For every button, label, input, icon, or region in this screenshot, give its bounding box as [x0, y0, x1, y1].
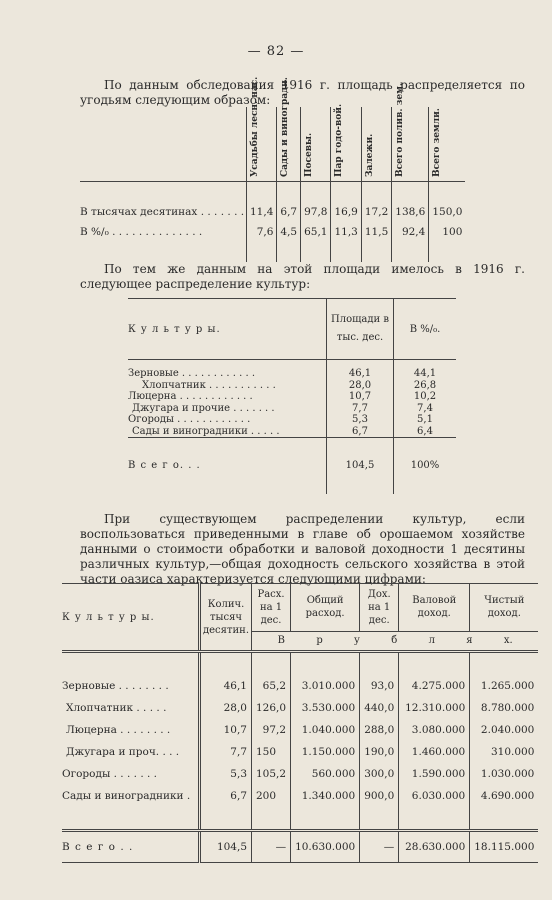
table3-spacer-cell — [252, 652, 291, 676]
table-row — [128, 414, 456, 426]
table3-cell: 1.030.000 — [470, 763, 539, 785]
table3-cell: 3.080.000 — [399, 719, 470, 741]
table2-header-pct: В %/₀. — [394, 299, 457, 360]
table3-spacer-cell — [399, 807, 470, 831]
table1-header — [331, 103, 361, 182]
table1-header-6: Всего земли. — [432, 108, 443, 177]
table1-spacer-cell — [301, 242, 331, 262]
table3-cell: 28,0 — [200, 697, 252, 719]
table1-spacer — [80, 182, 247, 203]
table2-header-culture: К у л ь т у р ы. — [128, 299, 327, 360]
table3-cell: 3.010.000 — [291, 675, 360, 697]
table3-unit-letter: б — [391, 635, 398, 647]
table3-cell: 93,0 — [360, 675, 399, 697]
table1-cell: 150,0 — [429, 202, 466, 222]
table-row — [128, 391, 456, 403]
table3-total-cell: — — [252, 831, 291, 863]
table1-spacer-cell — [392, 182, 429, 203]
table3-spacer-cell — [470, 652, 539, 676]
page-number: — 82 — — [247, 44, 305, 59]
table3-total-cell: 10.630.000 — [291, 831, 360, 863]
table2-cell-area: 5,3 — [327, 414, 394, 426]
table1-spacer-cell — [361, 242, 391, 262]
table-row — [62, 719, 538, 741]
table3-unit-letter: я — [466, 635, 473, 647]
table3-cell: 200 — [252, 785, 291, 807]
crops-area-table — [128, 298, 456, 494]
table1-cell: 97,8 — [301, 202, 331, 222]
table-row — [80, 202, 465, 222]
table3-spacer-cell — [360, 652, 399, 676]
table3-cell: 12.310.000 — [399, 697, 470, 719]
table-row — [62, 785, 538, 807]
table3-total-cell: 18.115.000 — [470, 831, 539, 863]
table3-unit-letter: В — [277, 635, 286, 647]
table2-spacer — [128, 360, 327, 369]
table1-header — [247, 76, 277, 182]
table3-units-row — [252, 631, 539, 651]
table1-header-4: Залежи. — [364, 133, 375, 177]
table1-spacer-cell — [247, 182, 277, 203]
table1-spacer-cell — [247, 242, 277, 262]
table-row-total — [62, 831, 538, 863]
table2-total-label: В с е г о. . . — [128, 460, 201, 472]
table-row — [80, 222, 465, 242]
table1-cell: 6,7 — [277, 202, 301, 222]
table3-spacer-cell — [399, 652, 470, 676]
table3-row-label: Хлопчатник . . . . . — [66, 702, 167, 714]
table2-cell-pct: 7,4 — [394, 403, 457, 415]
table3-cell: 46,1 — [200, 675, 252, 697]
table3-cell: 65,2 — [252, 675, 291, 697]
table3-cell: 288,0 — [360, 719, 399, 741]
table1-spacer-cell — [277, 242, 301, 262]
table1-cell: 11,3 — [331, 222, 361, 242]
table1-spacer-cell — [392, 242, 429, 262]
table-row-total — [128, 438, 456, 495]
table2-cell-pct: 6,4 — [394, 426, 457, 438]
table3-row-label: Огороды . . . . . . . — [62, 768, 158, 780]
table1-header-3: Пар годо-вой. — [334, 103, 345, 177]
table2-cell-area: 7,7 — [327, 403, 394, 415]
table1-cell: 11,5 — [361, 222, 391, 242]
table3-spacer-cell — [200, 807, 252, 831]
table2-spacer-cell — [327, 360, 394, 369]
table3-cell: 7,7 — [200, 741, 252, 763]
table2-header-area: Площади в тыс. дес. — [327, 299, 394, 360]
table3-spacer — [62, 807, 200, 831]
table2-row-label: Сады и виноградники . . . . . — [128, 426, 327, 438]
table1-spacer-cell — [301, 182, 331, 203]
table-row — [62, 675, 538, 697]
table1-cell: 65,1 — [301, 222, 331, 242]
table3-cell: 560.000 — [291, 763, 360, 785]
table1-cell: 7,6 — [247, 222, 277, 242]
table3-total-cell: — — [360, 831, 399, 863]
table3-cell: 105,2 — [252, 763, 291, 785]
table1-header-1: Сады и виноградн. — [280, 77, 291, 177]
income-table — [62, 583, 538, 863]
table3-cell: 8.780.000 — [470, 697, 539, 719]
table1-header-0: Усадьбы лесн. нас. — [250, 76, 260, 177]
table1-spacer-cell — [361, 182, 391, 203]
table1-row-label: В тысячах десятинах . . . . . . . — [80, 206, 245, 218]
table2-total-pct: 100% — [394, 438, 457, 495]
table3-cell: 440,0 — [360, 697, 399, 719]
table3-total-label: В с е г о . . — [62, 841, 134, 853]
table3-cell: 2.040.000 — [470, 719, 539, 741]
table3-cell: 6.030.000 — [399, 785, 470, 807]
table3-header-inc1: Дох. на 1 дес. — [360, 584, 399, 632]
table3-cell: 1.590.000 — [399, 763, 470, 785]
table2-cell-area: 46,1 — [327, 368, 394, 380]
table3-spacer — [62, 652, 200, 676]
table3-header-gross: Валовой доход. — [399, 584, 470, 632]
table2-spacer-cell — [394, 360, 457, 369]
table3-row-label: Люцерна . . . . . . . . — [66, 724, 171, 736]
table3-cell: 1.340.000 — [291, 785, 360, 807]
table1-spacer-cell — [429, 182, 466, 203]
table3-header-culture: К у л ь т у р ы. — [62, 584, 200, 652]
table1-spacer — [80, 242, 247, 262]
table3-cell: 1.265.000 — [470, 675, 539, 697]
table1-header-blank — [80, 107, 247, 182]
table1-cell: 138,6 — [392, 202, 429, 222]
table3-header-net: Чистый доход. — [470, 584, 539, 632]
table3-spacer-cell — [360, 807, 399, 831]
table3-cell: 4.275.000 — [399, 675, 470, 697]
table3-unit-letter: х. — [503, 635, 513, 647]
table1-spacer-cell — [331, 242, 361, 262]
table1-cell: 17,2 — [361, 202, 391, 222]
table1-header — [277, 77, 301, 182]
table-row — [128, 368, 456, 380]
table1-header-2: Посевы. — [304, 132, 315, 177]
table3-spacer-cell — [470, 807, 539, 831]
table1-cell: 4,5 — [277, 222, 301, 242]
table2-cell-pct: 5,1 — [394, 414, 457, 426]
table2-row-label: Огороды . . . . . . . . . . . . — [128, 414, 251, 425]
table1-spacer-cell — [429, 242, 466, 262]
table-row — [62, 741, 538, 763]
table3-row-label: Сады и виноградники . — [62, 790, 191, 802]
table3-spacer-cell — [200, 652, 252, 676]
table3-header-exp-total: Общий расход. — [291, 584, 360, 632]
paragraph-3 — [80, 512, 525, 587]
table3-cell: 6,7 — [200, 785, 252, 807]
table1-spacer-cell — [331, 182, 361, 203]
table3-cell: 150 — [252, 741, 291, 763]
table3-cell: 4.690.000 — [470, 785, 539, 807]
paragraph-1-text: По данным обследования 1916 г. площадь распределяется по угодьям следующим образом: — [80, 78, 525, 107]
table3-spacer-cell — [291, 807, 360, 831]
table-row — [128, 380, 456, 392]
table3-cell: 126,0 — [252, 697, 291, 719]
table2-cell-pct: 26,8 — [394, 380, 457, 392]
table-row — [128, 426, 456, 438]
table3-unit-letter: р — [316, 635, 323, 647]
table2-row-label: Джугара и прочие . . . . . . . — [132, 402, 275, 414]
table3-cell: 5,3 — [200, 763, 252, 785]
table3-cell: 1.040.000 — [291, 719, 360, 741]
table3-cell: 900,0 — [360, 785, 399, 807]
table3-cell: 97,2 — [252, 719, 291, 741]
table1-cell: 92,4 — [392, 222, 429, 242]
table-row — [62, 697, 538, 719]
table3-unit-letter: у — [354, 635, 360, 647]
table3-cell: 300,0 — [360, 763, 399, 785]
table2-cell-area: 10,7 — [327, 391, 394, 403]
table3-cell: 1.150.000 — [291, 741, 360, 763]
table3-cell: 10,7 — [200, 719, 252, 741]
table3-cell: 310.000 — [470, 741, 539, 763]
table1-header — [392, 82, 429, 182]
table3-spacer-cell — [252, 807, 291, 831]
table3-spacer-cell — [291, 652, 360, 676]
table1-cell: 16,9 — [331, 202, 361, 222]
table1-header — [429, 107, 466, 182]
table2-cell-area: 28,0 — [327, 380, 394, 392]
paragraph-2-text: По тем же данным на этой площади имелось в 1916 г. следующее распределение культур: — [80, 262, 525, 291]
table3-cell: 190,0 — [360, 741, 399, 763]
table-row — [128, 403, 456, 415]
table3-row-label: Зерновые . . . . . . . . — [62, 680, 169, 692]
table3-cell: 1.460.000 — [399, 741, 470, 763]
table1-row-label: В %/₀ . . . . . . . . . . . . . . — [80, 226, 203, 238]
table2-row-label: Хлопчатник . . . . . . . . . . . — [142, 379, 276, 391]
table3-total-cell: 104,5 — [200, 831, 252, 863]
table1-header — [361, 107, 391, 182]
table2-cell-pct: 44,1 — [394, 368, 457, 380]
table1-header-5: Всего полив. зем. — [395, 82, 406, 177]
table3-total-cell: 28.630.000 — [399, 831, 470, 863]
table2-total-area: 104,5 — [327, 438, 394, 495]
table3-header-exp1: Расх. на 1 дес. — [252, 584, 291, 632]
table-row — [62, 763, 538, 785]
table3-header-qty: Колич. тысяч десятин. — [200, 584, 252, 652]
table3-cell: 3.530.000 — [291, 697, 360, 719]
paragraph-2 — [80, 262, 525, 292]
paragraph-1 — [80, 78, 525, 108]
table3-row-label: Джугара и проч. . . . — [66, 746, 180, 758]
table1-header — [301, 107, 331, 182]
table1-cell: 100 — [429, 222, 466, 242]
paragraph-3-text: При существующем распределении культур, если воспользоваться приведенными в главе об орошаемом хозяйстве данными о стоимости обработки и валовой доходности 1 десятины различных культур,—общая доходность сельского хозяйства в этой части оазиса характеризуется следующими цифрами: — [80, 512, 525, 586]
table2-row-label: Зерновые . . . . . . . . . . . . — [128, 368, 256, 379]
table1-spacer-cell — [277, 182, 301, 203]
table3-unit-letter: л — [428, 635, 435, 647]
table2-row-label: Люцерна . . . . . . . . . . . . — [128, 391, 253, 402]
table2-cell-pct: 10,2 — [394, 391, 457, 403]
table1-cell: 11,4 — [247, 202, 277, 222]
table2-cell-area: 6,7 — [327, 426, 394, 438]
